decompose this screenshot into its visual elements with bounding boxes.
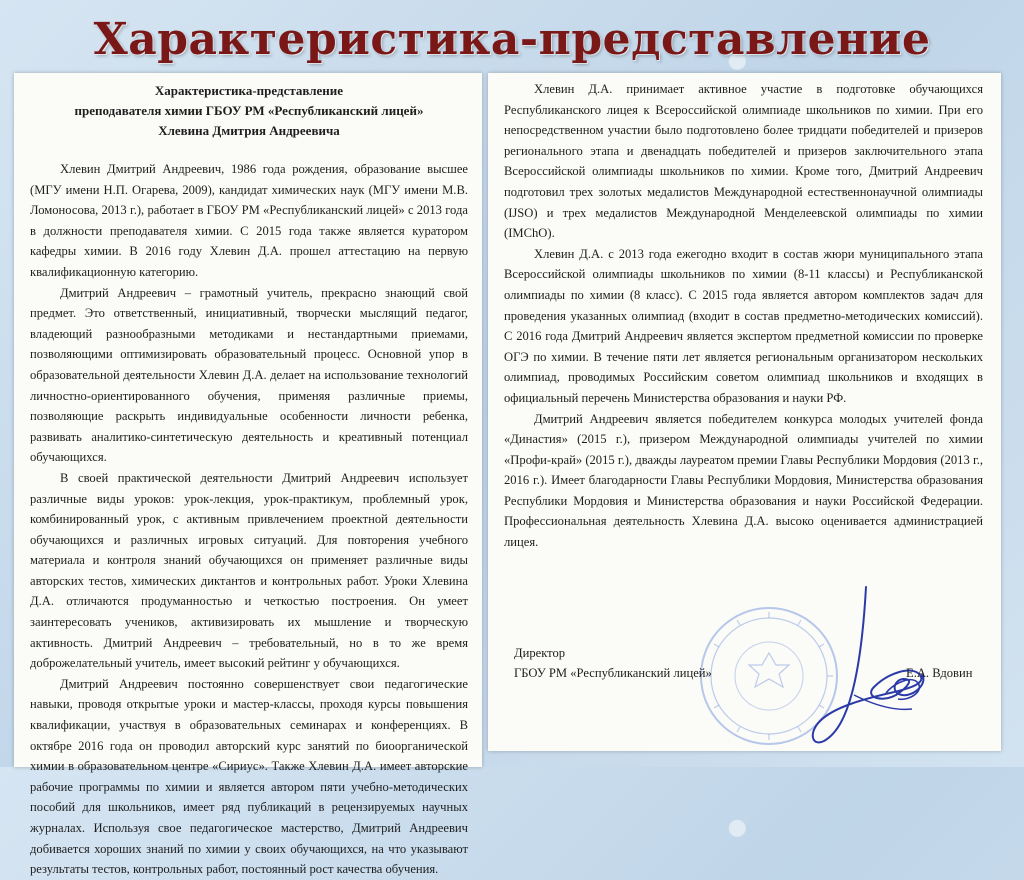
director-title-line: ГБОУ РМ «Республиканский лицей»	[514, 665, 712, 680]
document-header-line: Характеристика-представление	[154, 83, 344, 98]
document-page-right	[488, 73, 1001, 751]
director-name: Е.А. Вдовин	[906, 665, 973, 680]
paragraph: Хлевин Д.А. с 2013 года ежегодно входит в состав жюри муниципального этапа Всероссийской олимпиады школьников по химии (8-11 классы) и Республиканской олимпиады по химии (8 класс). С 2015 года является автором комплектов задач для проведения указанных олимпиад (входит в состав предметно-методических комиссий). С 2016 года Дмитрий Андреевич является экспертом предметной комиссии по проверке ОГЭ по химии. В течение пяти лет является региональным организатором нескольких олимпиад, проводимых Российским советом олимпиад школьников и входящих в официальный перечень Министерства образования и науки РФ.	[504, 246, 983, 405]
signature-block	[504, 563, 983, 763]
paragraph: В своей практической деятельности Дмитрий Андреевич использует различные виды уроков: урок-лекция, урок-практикум, проблемный урок, комбинированный урок, с активным привлечением проектной деятельности обучающихся и различных игровых ситуаций. Для повторения учебного материала и контроля знаний обучающихся он применяет различные виды авторских тестов, химических диктантов и контрольных работ. Уроки Хлевина Д.А. отличаются продуманностью и четкостью построения. Он умеет заинтересовать учеников, активизировать их мышление и творческую активность. Дмитрий Андреевич – требовательный, но в то же время доброжелательный учитель, имеет высокий рейтинг у обучающихся.	[30, 470, 468, 671]
document-header-line: преподавателя химии ГБОУ РМ «Республиканский лицей»	[74, 103, 424, 118]
director-title	[514, 643, 712, 683]
paragraph: Дмитрий Андреевич постоянно совершенствует свои педагогические навыки, проводя открытые уроки и мастер-классы, проходя курсы повышения квалификации, участвуя в образовательных семинарах и конференциях. В октябре 2016 года он проводил авторский курс занятий по биоорганической химии в образовательном центре «Сириус». Также Хлевин Д.А. имеет авторские рабочие программы по химии и является автором пяти учебно-методических пособий для школьников, имеет ряд публикаций в рецензируемых научных журналах. Используя свое педагогическое мастерство, Дмитрий Андреевич добивается хороших знаний по химии у своих обучающихся, на что указывают результаты тестов, контрольных работ, постоянный рост качества обучения.	[30, 676, 468, 877]
slide-title: Характеристика-представление	[93, 14, 931, 65]
document-header-line: Хлевина Дмитрия Андреевича	[158, 123, 340, 138]
paragraph: Дмитрий Андреевич является победителем конкурса молодых учителей фонда «Династия» (2015 г.), призером Международной олимпиады учителей по химии «Профи-край» (2015 г.), дважды лауреатом премии Главы Республики Мордовия (2013 г., 2016 г.). Имеет благодарности Главы Республики Мордовия, Министерства образования Республики Мордовия и Министерства образования и науки Российской Федерации. Профессиональная деятельность Хлевина Д.А. высоко оценивается администрацией лицея.	[504, 411, 983, 550]
paragraph: Хлевин Дмитрий Андреевич, 1986 года рождения, образование высшее (МГУ имени Н.П. Огарева, 2009), кандидат химических наук (МГУ имени М.В. Ломоносова, 2013 г.), работает в ГБОУ РМ «Республиканский лицей» с 2013 года в должности преподавателя химии. С 2015 года также является куратором кафедры химии. В 2016 году Хлевин Д.А. прошел аттестацию на первую квалификационную категорию.	[30, 162, 468, 279]
director-title-line: Директор	[514, 645, 566, 660]
document-header	[30, 81, 468, 141]
document-page-left	[14, 73, 482, 877]
paragraph: Хлевин Д.А. принимает активное участие в подготовке обучающихся Республиканского лицея к Всероссийской олимпиаде школьников по химии. При его непосредственном участии было подготовлено более тридцати победителей и призеров регионального этапа и двенадцать победителей и призеров заключительного этапа Всероссийской олимпиады школьников по химии. Кроме того, Дмитрий Андреевич подготовил трех золотых медалистов Международной естественнонаучной олимпиады (IJSO) и трех медалистов Международной Менделеевской олимпиады по химии (IMChO).	[504, 82, 983, 241]
paragraph: Дмитрий Андреевич – грамотный учитель, прекрасно знающий свой предмет. Это ответственный, инициативный, творчески мыслящий педагог, владеющий разнообразными методиками и нестандартными приемами, позволяющими оптимизировать образовательный процесс. Основной упор в образовательной деятельности Хлевин Д.А. делает на использование технологий личностно-ориентированного обучения, применяя различные приемы, позволяющие раскрыть индивидуальные особенности личности ребенка, развивать аналитико-синтетическую деятельность и креативный потенциал обучающихся.	[30, 285, 468, 465]
